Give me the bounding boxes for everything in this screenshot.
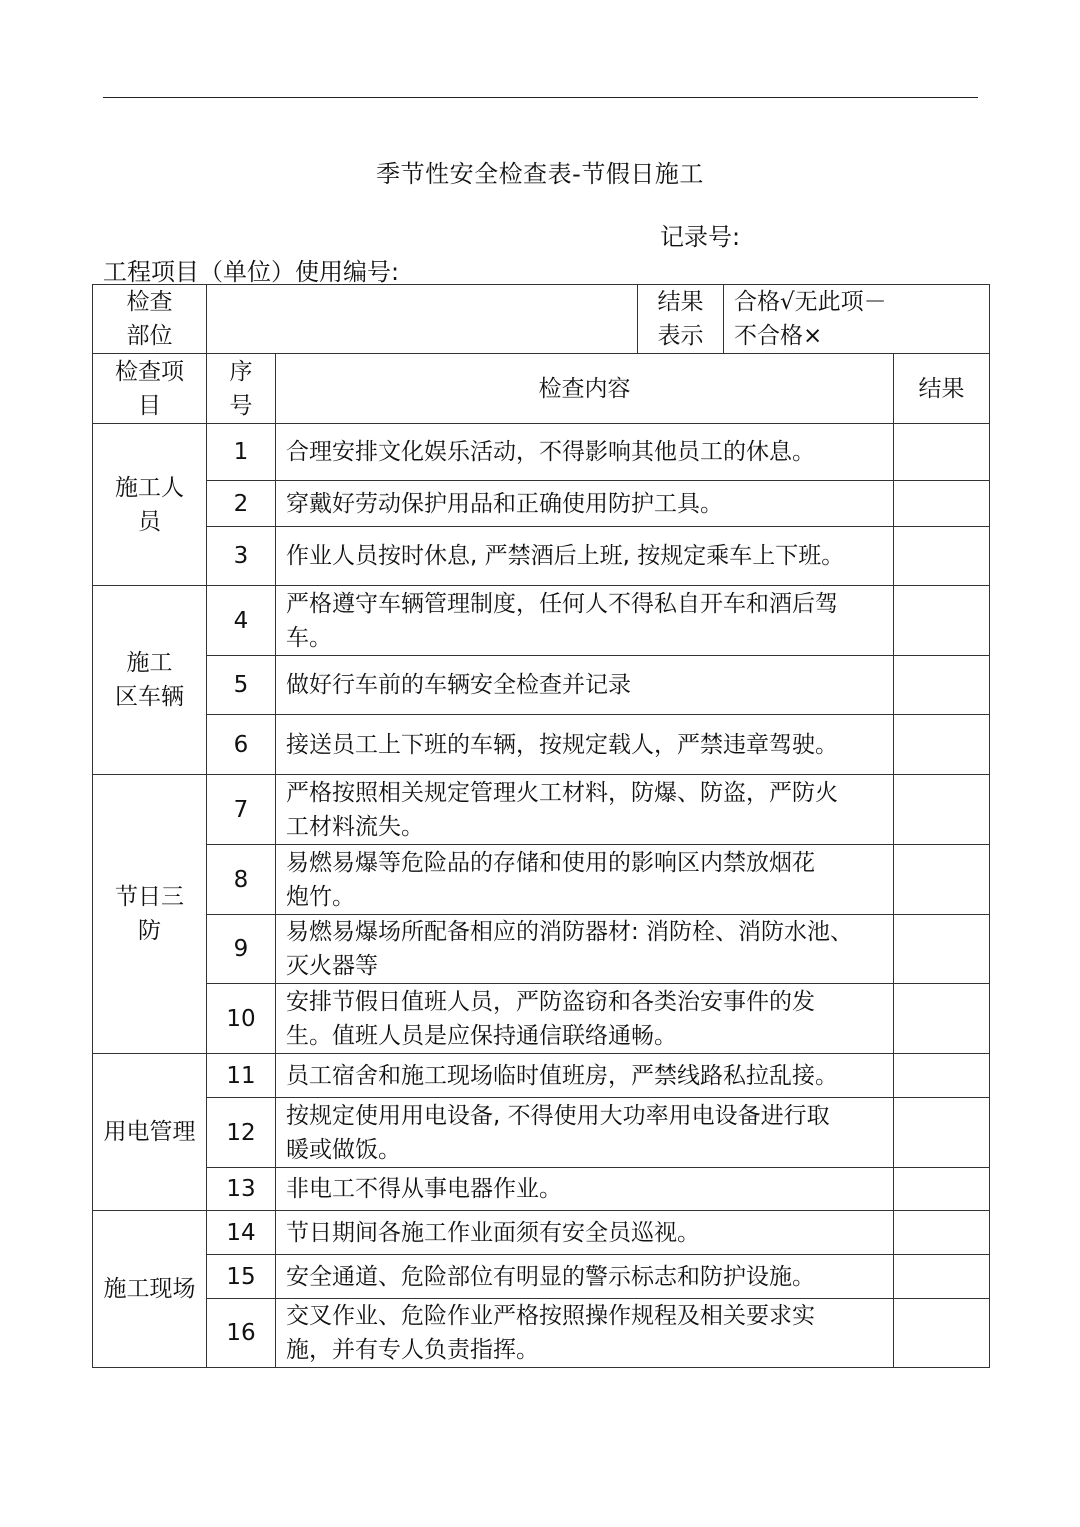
table-row <box>93 481 990 527</box>
inspection-content: 接送员工上下班的车辆，按规定载人，严禁违章驾驶。 <box>276 715 894 775</box>
row-number: 13 <box>207 1168 276 1211</box>
table-row <box>93 1299 990 1368</box>
row-number: 2 <box>207 481 276 527</box>
row-number: 3 <box>207 527 276 586</box>
row-number: 6 <box>207 715 276 775</box>
row-number: 12 <box>207 1098 276 1168</box>
result-cell[interactable] <box>894 1098 990 1168</box>
inspection-content: 合理安排文化娱乐活动，不得影响其他员工的休息。 <box>276 424 894 481</box>
group-name: 施工人 员 <box>93 424 207 586</box>
column-header-row <box>93 354 990 424</box>
result-cell[interactable] <box>894 656 990 715</box>
row-number: 16 <box>207 1299 276 1368</box>
col-no-header: 序 号 <box>207 354 276 424</box>
inspection-content: 安排节假日值班人员，严防盗窃和各类治安事件的发 生。值班人员是应保持通信联络通畅。 <box>276 984 894 1054</box>
result-cell[interactable] <box>894 715 990 775</box>
result-cell[interactable] <box>894 1255 990 1299</box>
inspection-content: 严格按照相关规定管理火工材料，防爆、防盗，严防火 工材料流失。 <box>276 775 894 845</box>
table-row <box>93 845 990 915</box>
inspection-content: 易燃易爆场所配备相应的消防器材: 消防栓、消防水池、 灭火器等 <box>276 915 894 984</box>
result-cell[interactable] <box>894 527 990 586</box>
table-row <box>93 424 990 481</box>
row-number: 5 <box>207 656 276 715</box>
row-number: 8 <box>207 845 276 915</box>
inspection-content: 易燃易爆等危险品的存储和使用的影响区内禁放烟花 炮竹。 <box>276 845 894 915</box>
col-item-header: 检查项 目 <box>93 354 207 424</box>
table-row <box>93 775 990 845</box>
row-number: 10 <box>207 984 276 1054</box>
group-name: 用电管理 <box>93 1054 207 1211</box>
project-label: 工程项目（单位）使用编号: <box>103 258 400 286</box>
table-row <box>93 527 990 586</box>
inspection-content: 非电工不得从事电器作业。 <box>276 1168 894 1211</box>
table-row <box>93 656 990 715</box>
page-title: 季节性安全检查表-节假日施工 <box>376 160 704 188</box>
result-legend: 合格√无此项－ 不合格× <box>724 285 990 354</box>
header-rule <box>103 97 978 98</box>
table-row <box>93 984 990 1054</box>
result-cell[interactable] <box>894 775 990 845</box>
table-row <box>93 1054 990 1098</box>
inspection-content: 交叉作业、危险作业严格按照操作规程及相关要求实 施，并有专人负责指挥。 <box>276 1299 894 1368</box>
inspection-table <box>92 284 990 1368</box>
table-row <box>93 715 990 775</box>
location-label: 检查 部位 <box>93 285 207 354</box>
record-number-label: 记录号: <box>660 223 741 251</box>
table-row <box>93 586 990 656</box>
group-name: 施工 区车辆 <box>93 586 207 775</box>
table-row <box>93 1255 990 1299</box>
result-cell[interactable] <box>894 915 990 984</box>
table-row <box>93 1211 990 1255</box>
row-number: 7 <box>207 775 276 845</box>
row-number: 15 <box>207 1255 276 1299</box>
row-number: 9 <box>207 915 276 984</box>
row-number: 4 <box>207 586 276 656</box>
result-cell[interactable] <box>894 845 990 915</box>
inspection-content: 严格遵守车辆管理制度，任何人不得私自开车和酒后驾 车。 <box>276 586 894 656</box>
result-cell[interactable] <box>894 984 990 1054</box>
result-cell[interactable] <box>894 424 990 481</box>
row-number: 14 <box>207 1211 276 1255</box>
inspection-content: 做好行车前的车辆安全检查并记录 <box>276 656 894 715</box>
location-value[interactable] <box>207 285 638 354</box>
row-number: 1 <box>207 424 276 481</box>
table-row <box>93 1168 990 1211</box>
inspection-content: 作业人员按时休息, 严禁酒后上班, 按规定乘车上下班。 <box>276 527 894 586</box>
inspection-content: 按规定使用用电设备, 不得使用大功率用电设备进行取 暖或做饭。 <box>276 1098 894 1168</box>
result-display-label: 结果 表示 <box>638 285 724 354</box>
inspection-content: 安全通道、危险部位有明显的警示标志和防护设施。 <box>276 1255 894 1299</box>
row-number: 11 <box>207 1054 276 1098</box>
result-cell[interactable] <box>894 1211 990 1255</box>
inspection-content: 节日期间各施工作业面须有安全员巡视。 <box>276 1211 894 1255</box>
header-row-location <box>93 285 990 354</box>
group-name: 节日三 防 <box>93 775 207 1054</box>
col-result-header: 结果 <box>894 354 990 424</box>
group-name: 施工现场 <box>93 1211 207 1368</box>
result-cell[interactable] <box>894 586 990 656</box>
table-row <box>93 1098 990 1168</box>
col-content-header: 检查内容 <box>276 354 894 424</box>
result-cell[interactable] <box>894 481 990 527</box>
inspection-content: 员工宿舍和施工现场临时值班房，严禁线路私拉乱接。 <box>276 1054 894 1098</box>
result-cell[interactable] <box>894 1299 990 1368</box>
inspection-content: 穿戴好劳动保护用品和正确使用防护工具。 <box>276 481 894 527</box>
table-row <box>93 915 990 984</box>
result-cell[interactable] <box>894 1168 990 1211</box>
result-cell[interactable] <box>894 1054 990 1098</box>
